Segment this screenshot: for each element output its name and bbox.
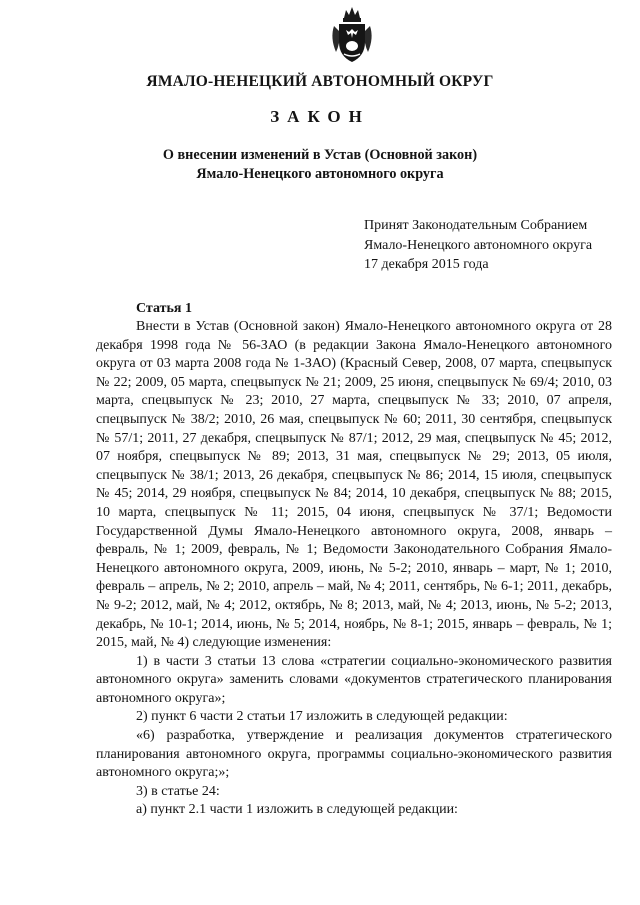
adoption-date: 17 декабря 2015 года [364, 257, 489, 272]
title-line: О внесении изменений в Устав (Основной закон) [162, 147, 478, 163]
region-name: ЯМАЛО-НЕНЕЦКИЙ АВТОНОМНЫЙ ОКРУГ [146, 73, 494, 90]
adoption-note [364, 216, 634, 275]
document-title [0, 146, 640, 184]
article-body [96, 318, 612, 820]
adoption-line: Принят Законодательным Собранием [364, 218, 588, 233]
adoption-line: Ямало-Ненецкого автономного округа [364, 237, 593, 253]
title-line: Ямало-Ненецкого автономного округа [196, 166, 444, 182]
document-type: ЗАКОН [270, 107, 370, 126]
article-quote: «6) разработка, утверждение и реализация документов стратегического планирования автономного округа, программы социально-экономического развития автономного округа;»; [96, 728, 612, 781]
article-subitem: а) пункт 2.1 части 1 изложить в следующей редакции: [136, 802, 458, 818]
coat-of-arms-icon [328, 4, 376, 66]
article-intro-paragraph: Внести в Устав (Основной закон) Ямало-Ненецкого автономного округа от 28 декабря 1998 года № 56-ЗАО (в редакции Закона Ямало-Ненецкого автономного округа от 03 марта 2008 года № 1-ЗАО) (Красный Север, 2008, 07 марта, спецвыпуск № 22; 2009, 05 марта, спецвыпуск № 21; 2009, 25 июня, спецвыпуск № 69/4; 2010, 03 марта, спецвыпуск № 23; 2010, 27 марта, спецвыпуск № 33; 2010, 07 апреля, спецвыпуск № 38/2; 2010, 26 мая, спецвыпуск № 60; 2011, 30 сентября, спецвыпуск № 57/1; 2011, 27 декабря, спецвыпуск № 87/1; 2012, 29 мая, спецвыпуск № 45; 2012, 07 ноября, спецвыпуск № 89; 2013, 31 мая, спецвыпуск № 29; 2013, 05 июля, спецвыпуск № 38/1; 2013, 26 декабря, спецвыпуск № 86; 2014, 15 июля, спецвыпуск № 45; 2014, 29 ноября, спецвыпуск № 84; 2014, 10 декабря, спецвыпуск № 88; 2015, 10 марта, спецвыпуск № 11; 2015, 04 июня, спецвыпуск № 37/1; Ведомости Государственной Думы Ямало-Ненецкого автономного округа, 2008, январь – февраль, № 1; 2009, февраль, № 1; Ведомости Законодательного Собрания Ямало-Ненецкого автономного округа, 2009, июнь, № 5-2; 2010, январь – март, № 1; 2010, февраль – апрель, № 2; 2010, апрель – май, № 4; 2011, сентябрь, № 6-1; 2011, декабрь, № 9-2; 2012, май, № 4; 2012, октябрь, № 8; 2013, май, № 4; 2013, июнь, № 5-2; 2013, декабрь, № 10-1; 2014, июнь, № 5; 2014, ноябрь, № 8-1; 2015, январь – февраль, № 1; 2015, май, № 4) следующие изменения: [96, 319, 612, 651]
article-item: 3) в статье 24: [136, 783, 220, 799]
article-heading: Статья 1 [136, 301, 192, 316]
article-item: 1) в части 3 статьи 13 слова «стратегии социально-экономического развития автономного округа» заменить словами «документов стратегического планирования автономного округа»; [96, 653, 612, 706]
article-item: 2) пункт 6 части 2 статьи 17 изложить в следующей редакции: [136, 709, 508, 725]
